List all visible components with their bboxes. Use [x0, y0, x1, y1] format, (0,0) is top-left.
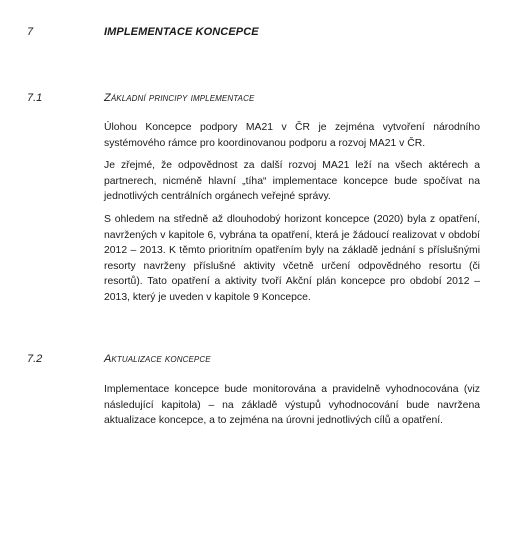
section-number-7-2: 7.2	[27, 353, 43, 365]
section-7-1-paragraph-2: Je zřejmé, že odpovědnost za další rozvoj MA21 leží na všech aktérech a partnerech, nicméně hlavní „tíha“ implementace koncepce bude spočívat na jednotlivých centrálních orgánech veřejné správy.	[104, 160, 480, 203]
section-7-1-paragraph-1: Úlohou Koncepce podpory MA21 v ČR je zejména vytvoření národního systémového rámce pro koordinovanou podporu a rozvoj MA21 v ČR.	[104, 122, 480, 149]
chapter-title: IMPLEMENTACE KONCEPCE	[104, 26, 259, 38]
section-title-7-2: Aktualizace koncepce	[104, 353, 211, 365]
chapter-number: 7	[27, 26, 34, 38]
section-7-2-paragraph-1: Implementace koncepce bude monitorována a pravidelně vyhodnocována (viz následující kapitola) – na základě výstupů vyhodnocování bude navržena aktualizace koncepce, a to zejména na úrovni jednotlivých cílů a opatření.	[104, 384, 480, 427]
section-7-1-paragraph-3: S ohledem na středně až dlouhodobý horizont koncepce (2020) byla z opatření, navržených v kapitole 6, vybrána ta opatření, která je žádoucí realizovat v období 2012 – 2013. K těmto prioritním opatřením byly na základě jednání s příslušnými resorty navrženy příslušné aktivity včetně určení odpovědného resortu (či resortů). Tato opatření a aktivity tvoří Akční plán koncepce pro období 2012 – 2013, který je uveden v kapitole 9 Koncepce.	[104, 214, 480, 303]
section-title-7-1: Základní principy implementace	[104, 92, 255, 104]
section-number-7-1: 7.1	[27, 92, 43, 104]
